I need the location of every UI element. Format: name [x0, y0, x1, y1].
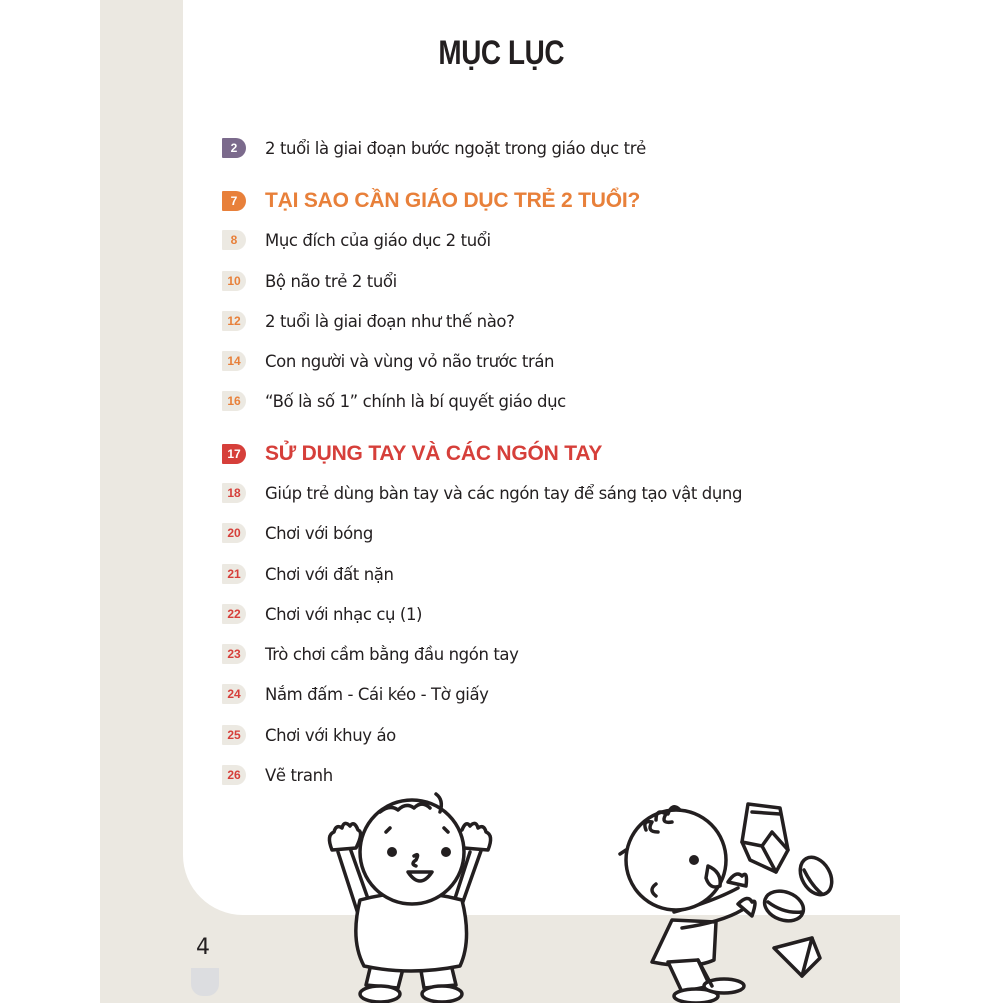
toc-entry[interactable]: [222, 523, 373, 543]
page-badge: 16: [222, 391, 246, 411]
page-badge: 24: [222, 684, 246, 704]
page-badge: 7: [222, 191, 246, 211]
toc-entry-label: Con người và vùng vỏ não trước trán: [265, 351, 555, 371]
page-badge: 18: [222, 483, 246, 503]
page-badge: 12: [222, 311, 246, 331]
page-title: MỤC LỤC: [438, 34, 565, 72]
toc-entry[interactable]: [222, 684, 489, 704]
page-badge: 14: [222, 351, 246, 371]
section-heading-label: SỬ DỤNG TAY VÀ CÁC NGÓN TAY: [265, 442, 603, 465]
page-badge: 10: [222, 271, 246, 291]
page-badge: 22: [222, 604, 246, 624]
toc-entry-label: Chơi với bóng: [265, 523, 373, 543]
toc-entry-label: “Bố là số 1” chính là bí quyết giáo dục: [265, 391, 566, 411]
toc-entry[interactable]: [222, 765, 333, 785]
toc-entry-label: Chơi với đất nặn: [265, 564, 394, 584]
child-with-shape-blocks-illustration: [612, 790, 842, 1003]
toc-entry[interactable]: [222, 483, 742, 503]
page-badge: 17: [222, 444, 246, 464]
toc-entry-label: Giúp trẻ dùng bàn tay và các ngón tay để sáng tạo vật dụng: [265, 483, 743, 503]
page-number: 4: [196, 935, 210, 960]
page-badge: 20: [222, 523, 246, 543]
toc-entry-label: Trò chơi cầm bằng đầu ngón tay: [265, 644, 519, 664]
page-badge: 26: [222, 765, 246, 785]
toc-entry[interactable]: [222, 271, 397, 291]
toc-entry[interactable]: [222, 311, 514, 331]
toc-entry[interactable]: [222, 725, 396, 745]
toc-intro-row[interactable]: [222, 138, 646, 158]
toc-entry-label: Bộ não trẻ 2 tuổi: [265, 271, 397, 291]
toc-entry[interactable]: [222, 391, 566, 411]
page-badge: 8: [222, 230, 246, 250]
toc-entry-label: 2 tuổi là giai đoạn bước ngoặt trong giáo dục trẻ: [265, 138, 646, 158]
toc-entry-label: 2 tuổi là giai đoạn như thế nào?: [265, 311, 515, 331]
section-heading-label: TẠI SAO CẦN GIÁO DỤC TRẺ 2 TUỔI?: [265, 189, 641, 212]
toc-entry[interactable]: [222, 564, 394, 584]
toc-entry-label: Vẽ tranh: [265, 765, 333, 785]
toc-section-heading[interactable]: [222, 442, 602, 466]
page-badge: 2: [222, 138, 246, 158]
page-badge: 25: [222, 725, 246, 745]
toc-entry[interactable]: [222, 604, 422, 624]
toc-entry[interactable]: [222, 351, 554, 371]
page-badge: 21: [222, 564, 246, 584]
page-badge: 23: [222, 644, 246, 664]
child-waving-illustration: [320, 790, 500, 1003]
toc-entry-label: Nắm đấm - Cái kéo - Tờ giấy: [265, 684, 489, 704]
page-number-tab: [191, 968, 219, 996]
toc-entry-label: Chơi với khuy áo: [265, 725, 396, 745]
toc-entry-label: Chơi với nhạc cụ (1): [265, 604, 423, 624]
toc-entry-label: Mục đích của giáo dục 2 tuổi: [265, 230, 491, 250]
toc-entry[interactable]: [222, 230, 491, 250]
toc-section-heading[interactable]: [222, 189, 640, 213]
toc-entry[interactable]: [222, 644, 519, 664]
